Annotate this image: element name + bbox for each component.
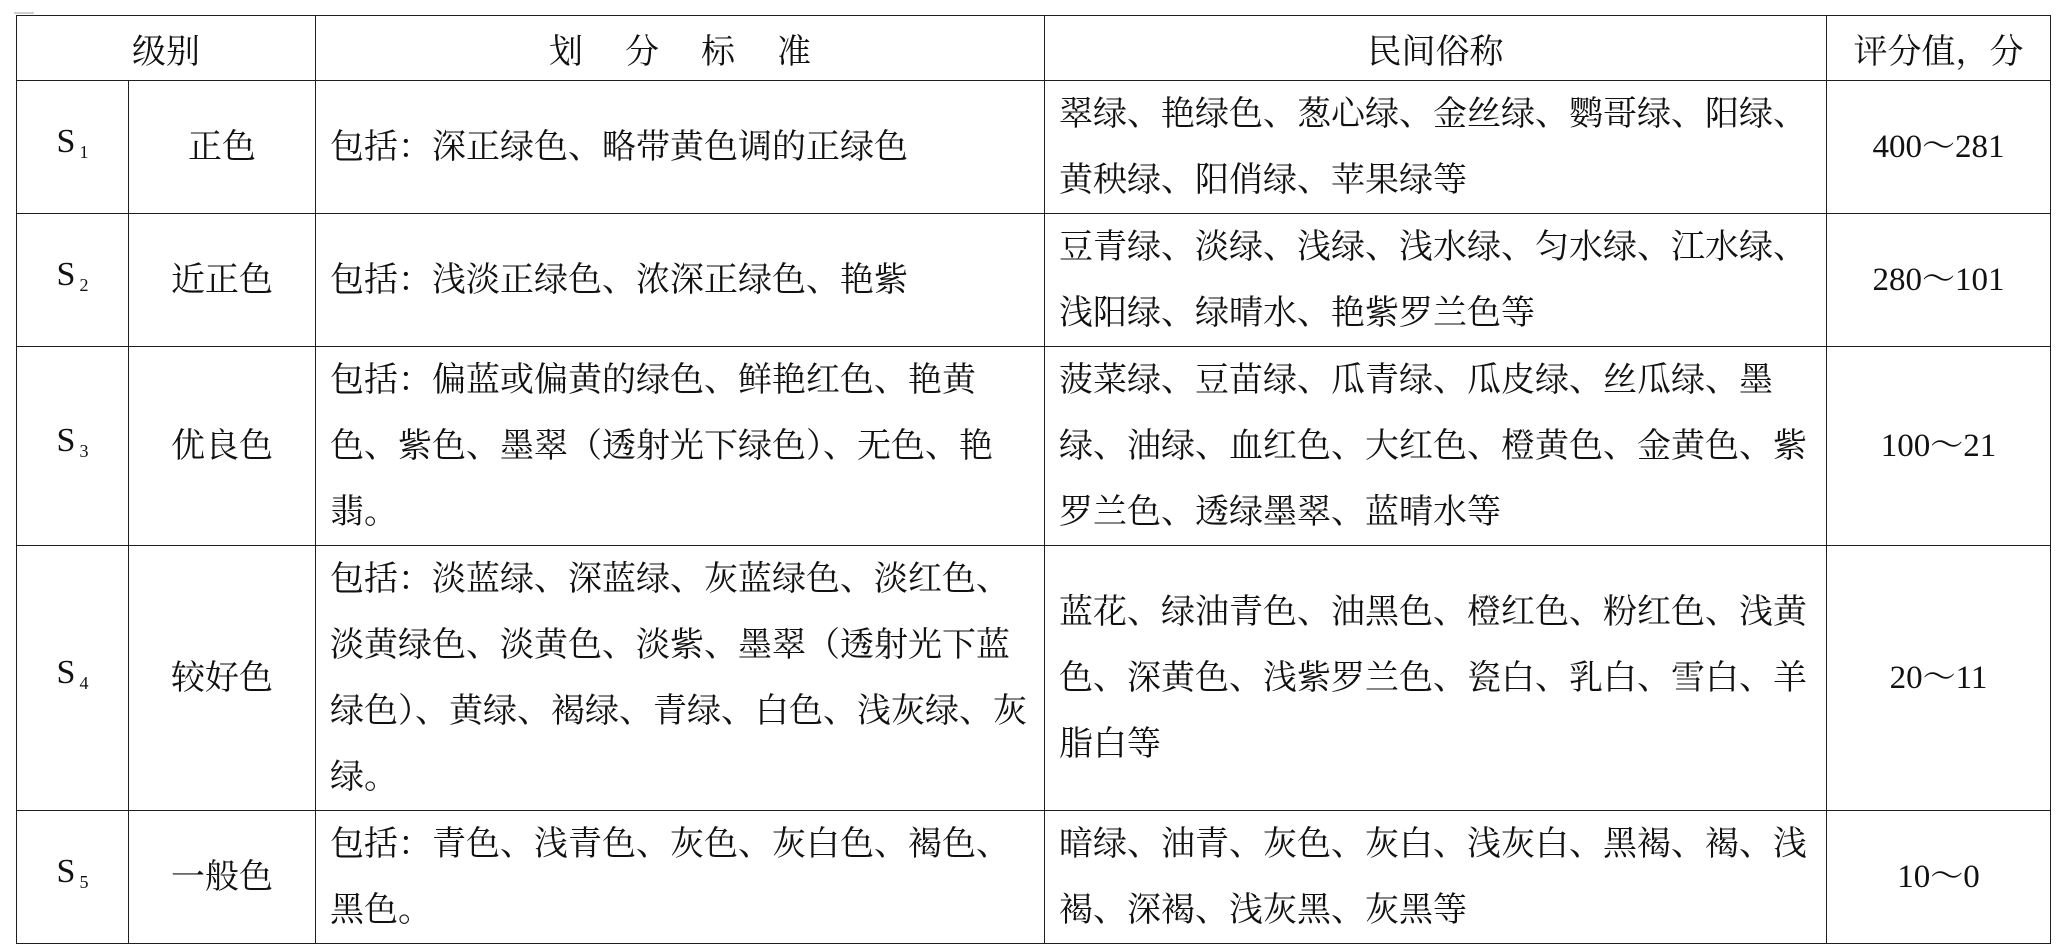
header-folk-names: 民间俗称 (1045, 16, 1827, 81)
header-level: 级别 (17, 16, 316, 81)
grade-code: S $_3$ (17, 347, 129, 546)
jade-color-grading-table (16, 15, 2051, 944)
grade-name: 近正色 (129, 214, 316, 347)
table-row (17, 546, 2051, 811)
grade-score: 10～0 (1827, 811, 2051, 944)
table-row (17, 347, 2051, 546)
table-row (17, 811, 2051, 944)
grade-name: 较好色 (129, 546, 316, 811)
grade-criteria: 包括：青色、浅青色、灰色、灰白色、褐色、黑色。 (316, 811, 1045, 944)
grade-folk-names: 菠菜绿、豆苗绿、瓜青绿、瓜皮绿、丝瓜绿、墨绿、油绿、血红色、大红色、橙黄色、金黄色、紫罗兰色、透绿墨翠、蓝晴水等 (1045, 347, 1827, 546)
table-header-row (17, 16, 2051, 81)
grade-name: 一般色 (129, 811, 316, 944)
table-row (17, 81, 2051, 214)
grade-score: 280～101 (1827, 214, 2051, 347)
grade-folk-names: 翠绿、艳绿色、葱心绿、金丝绿、鹦哥绿、阳绿、黄秧绿、阳俏绿、苹果绿等 (1045, 81, 1827, 214)
header-criteria: 划分标准 (316, 16, 1045, 81)
grade-name: 正色 (129, 81, 316, 214)
grade-code: S $_1$ (17, 81, 129, 214)
grade-folk-names: 豆青绿、淡绿、浅绿、浅水绿、匀水绿、江水绿、浅阳绿、绿晴水、艳紫罗兰色等 (1045, 214, 1827, 347)
grade-criteria: 包括：偏蓝或偏黄的绿色、鲜艳红色、艳黄色、紫色、墨翠（透射光下绿色）、无色、艳翡。 (316, 347, 1045, 546)
scan-artifact (14, 12, 34, 14)
grade-code: S $_4$ (17, 546, 129, 811)
table-row (17, 214, 2051, 347)
grade-folk-names: 暗绿、油青、灰色、灰白、浅灰白、黑褐、褐、浅褐、深褐、浅灰黑、灰黑等 (1045, 811, 1827, 944)
grade-code: S $_2$ (17, 214, 129, 347)
grade-code: S $_5$ (17, 811, 129, 944)
grade-criteria: 包括：淡蓝绿、深蓝绿、灰蓝绿色、淡红色、淡黄绿色、淡黄色、淡紫、墨翠（透射光下蓝绿色）、黄绿、褐绿、青绿、白色、浅灰绿、灰绿。 (316, 546, 1045, 811)
grade-criteria: 包括：浅淡正绿色、浓深正绿色、艳紫 (316, 214, 1045, 347)
grade-score: 100～21 (1827, 347, 2051, 546)
grade-name: 优良色 (129, 347, 316, 546)
grade-score: 20～11 (1827, 546, 2051, 811)
grade-folk-names: 蓝花、绿油青色、油黑色、橙红色、粉红色、浅黄色、深黄色、浅紫罗兰色、瓷白、乳白、雪白、羊脂白等 (1045, 546, 1827, 811)
grade-criteria: 包括：深正绿色、略带黄色调的正绿色 (316, 81, 1045, 214)
grade-score: 400～281 (1827, 81, 2051, 214)
header-score: 评分值，分 (1827, 16, 2051, 81)
